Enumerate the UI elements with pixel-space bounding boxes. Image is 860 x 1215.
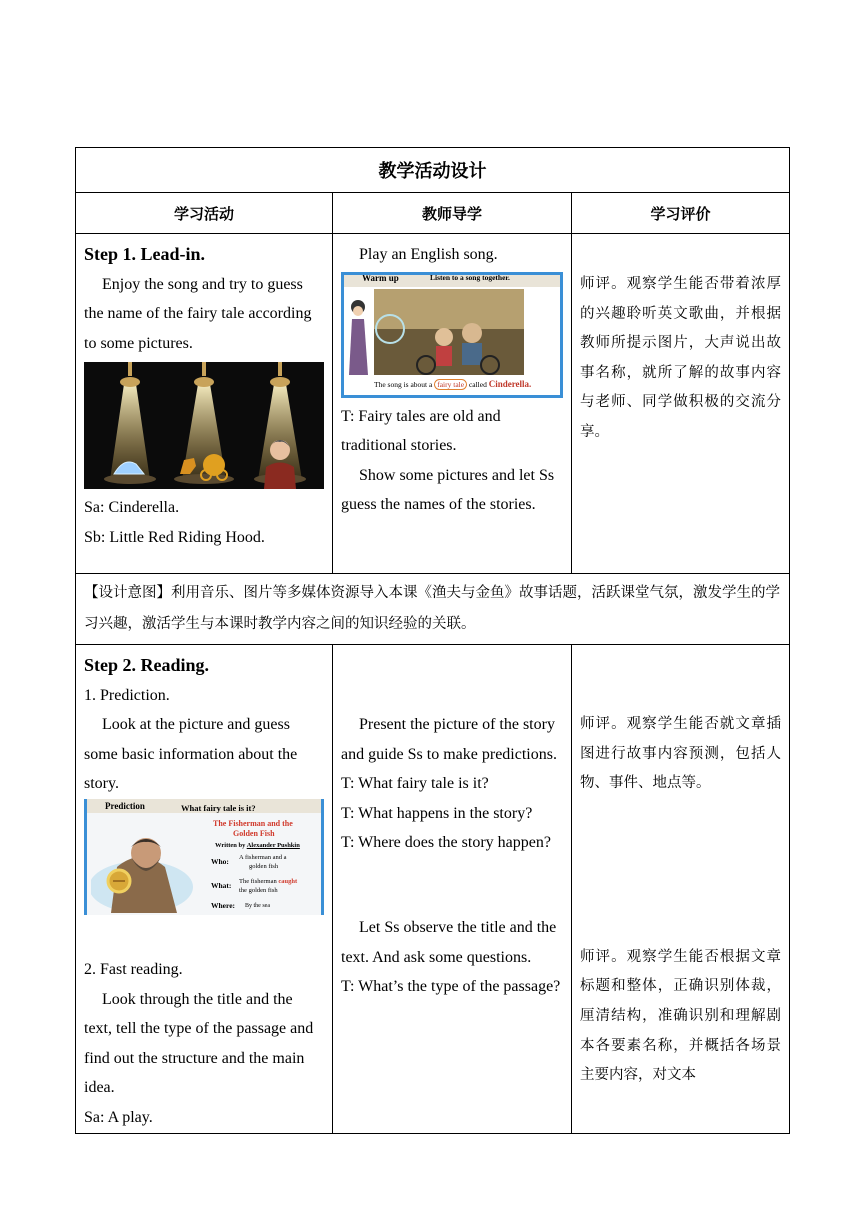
prediction-book-title-1: The Fisherman and the xyxy=(213,818,293,828)
prediction-what-b: the golden fish xyxy=(239,886,278,894)
step2-eval2-text: 师评。观察学生能否根据文章标题和整体，正确识别体裁，厘清结构，准确识别和理解剧本各要素名称，并概括各场景主要内容，对文本 xyxy=(580,948,782,1084)
prediction-author-line xyxy=(215,841,300,850)
prediction-slide-label: Prediction xyxy=(105,800,145,811)
step2-teacher1-q1: T: What fairy tale is it? xyxy=(341,775,489,793)
table-title: 教学活动设计 xyxy=(76,148,790,193)
intent-row xyxy=(76,574,790,645)
step1-teacher-p1: Play an English song. xyxy=(359,246,498,263)
step1-activity-text: Enjoy the song and try to guess the name of the fairy tale according to some pictures. xyxy=(84,275,312,352)
step2-answer-sa: Sa: A play. xyxy=(84,1108,153,1126)
step1-eval-text: 师评。观察学生能否带着浓厚的兴趣聆听英文歌曲，并根据教师所提示图片，大声说出故事名称，就所了解的故事内容与老师、同学做积极的交流分享。 xyxy=(580,276,782,440)
prediction-what-caught: caught xyxy=(278,877,298,885)
prediction-who-1: A fisherman and a xyxy=(239,853,287,861)
step1-title: Step 1. Lead-in. xyxy=(84,244,206,264)
step2-teacher1-q3: T: Where does the story happen? xyxy=(341,834,551,852)
step2-activity-cell xyxy=(76,645,333,1134)
prediction-slide xyxy=(84,799,324,915)
step1-answer-sa: Sa: Cinderella. xyxy=(84,499,180,517)
warmup-slide-label: Warm up xyxy=(362,272,399,283)
step2-teacher2-q1: T: What’s the type of the passage? xyxy=(341,978,561,996)
cinderella-scene xyxy=(344,289,560,377)
warmup-caption-name: Cinderella. xyxy=(488,378,532,389)
step2-title: Step 2. Reading. xyxy=(84,655,210,675)
prediction-where-value: By the sea xyxy=(245,902,270,909)
step1-row xyxy=(76,234,790,574)
activity-design-table xyxy=(75,147,790,1134)
header-learning-activity: 学习活动 xyxy=(76,193,333,234)
prediction-who-label: Who: xyxy=(211,856,229,866)
header-teacher-guidance: 教师导学 xyxy=(333,193,572,234)
step2-teacher2-p1: Let Ss observe the title and the text. And ask some questions. xyxy=(341,918,557,966)
step2-activity1: Look at the picture and guess some basic information about the story. xyxy=(84,716,298,793)
step2-eval-cell xyxy=(572,645,790,1134)
header-learning-evaluation: 学习评价 xyxy=(572,193,790,234)
step1-teacher-p2: T: Fairy tales are old and traditional stories. xyxy=(341,407,501,455)
warmup-caption-b: called xyxy=(468,379,487,389)
step1-teacher-cell xyxy=(333,234,572,574)
step2-item2: 2. Fast reading. xyxy=(84,960,183,978)
step2-teacher-cell xyxy=(333,645,572,1134)
prediction-what-line xyxy=(239,877,297,886)
step1-activity-cell xyxy=(76,234,333,574)
step2-item1: 1. Prediction. xyxy=(84,686,170,704)
prediction-what-a: The fisherman xyxy=(239,877,277,885)
warmup-caption-a: The song is about a xyxy=(374,379,433,389)
step2-row xyxy=(76,645,790,1134)
title-row xyxy=(76,148,790,193)
warmup-caption xyxy=(374,379,531,390)
prediction-what-label: What: xyxy=(211,880,232,890)
step1-teacher-p3: Show some pictures and let Ss guess the names of the stories. xyxy=(341,466,555,514)
prediction-who-2: golden fish xyxy=(249,862,279,870)
step2-activity2: Look through the title and the text, tell the type of the passage and find out the structure and the main idea. xyxy=(84,990,314,1097)
prediction-slide-question: What fairy tale is it? xyxy=(181,802,256,813)
prediction-written-by: Written by xyxy=(215,841,246,849)
header-row xyxy=(76,193,790,234)
warmup-caption-circled: fairy tale xyxy=(434,379,467,390)
prediction-book-title-2: Golden Fish xyxy=(233,828,275,838)
warmup-slide xyxy=(341,272,563,398)
fisherman-illustration xyxy=(91,817,201,913)
spotlight-image xyxy=(84,362,324,489)
prediction-author: Alexander Pushkin xyxy=(246,841,300,849)
warmup-slide-subtitle: Listen to a song together. xyxy=(430,272,510,282)
step2-teacher1-p1: Present the picture of the story and guide Ss to make predictions. xyxy=(341,716,557,763)
prediction-where-label: Where: xyxy=(211,900,236,910)
step1-answer-sb: Sb: Little Red Riding Hood. xyxy=(84,528,265,546)
design-intent: 【设计意图】利用音乐、图片等多媒体资源导入本课《渔夫与金鱼》故事话题，活跃课堂气氛，激发学生的学习兴趣，激活学生与本课时教学内容之间的知识经验的关联。 xyxy=(76,574,790,645)
step2-eval1-text: 师评。观察学生能否就文章插图进行故事内容预测，包括人物、事件、地点等。 xyxy=(580,716,782,792)
step2-teacher1-q2: T: What happens in the story? xyxy=(341,804,533,822)
step1-eval-cell xyxy=(572,234,790,574)
